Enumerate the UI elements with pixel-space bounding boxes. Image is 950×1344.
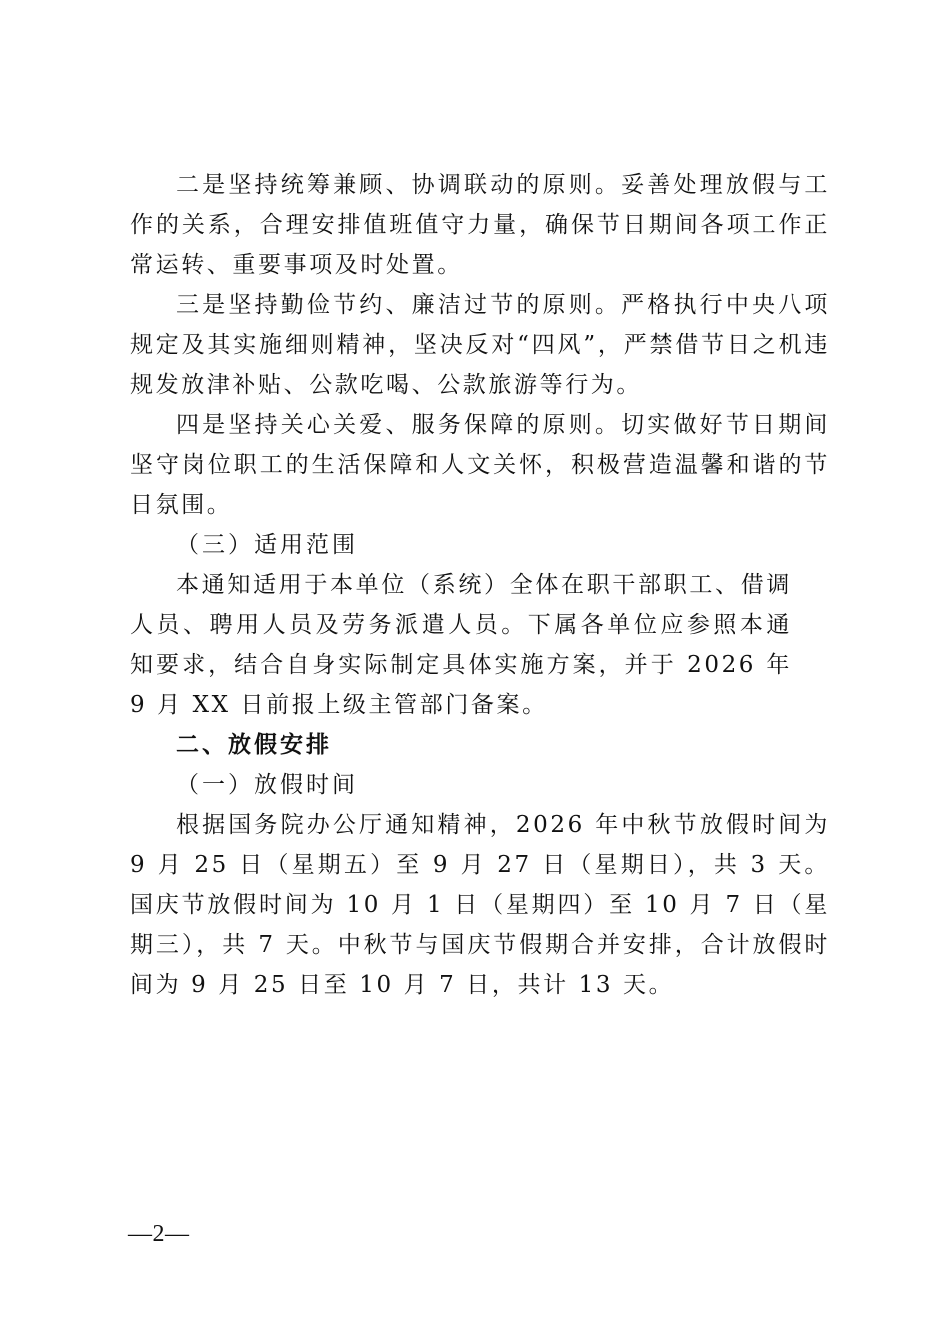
document-body	[130, 165, 830, 1005]
scope-subheading: （三）适用范围	[176, 532, 358, 558]
principle-paragraph-2: 二是坚持统筹兼顾、协调联动的原则。妥善处理放假与工作的关系，合理安排值班值守力量，确保节日期间各项工作正常运转、重要事项及时处置。	[130, 172, 830, 278]
section-heading-holiday-arrangement: 二、放假安排	[176, 732, 332, 758]
principle-paragraph-4: 四是坚持关心关爱、服务保障的原则。切实做好节日期间坚守岗位职工的生活保障和人文关怀，积极营造温馨和谐的节日氛围。	[130, 412, 830, 518]
scope-paragraph: 本通知适用于本单位（系统）全体在职干部职工、借调人员、聘用人员及劳务派遣人员。下属各单位应参照本通知要求，结合自身实际制定具体实施方案，并于 2026 年 9 月 XX 日前报上级主管部门备案。	[130, 572, 792, 718]
holiday-time-paragraph: 根据国务院办公厅通知精神，2026 年中秋节放假时间为 9 月 25 日（星期五）至 9 月 27 日（星期日），共 3 天。国庆节放假时间为 10 月 1 日（星期四）至 10 月 7 日（星期三），共 7 天。中秋节与国庆节假期合并安排，合计放假时间为 9 月 25 日至 10 月 7 日，共计 13 天。	[130, 812, 830, 998]
page-number: —2—	[128, 1221, 190, 1247]
holiday-time-subheading: （一）放假时间	[176, 772, 358, 798]
principle-paragraph-3: 三是坚持勤俭节约、廉洁过节的原则。严格执行中央八项规定及其实施细则精神，坚决反对“四风”，严禁借节日之机违规发放津补贴、公款吃喝、公款旅游等行为。	[130, 292, 830, 398]
